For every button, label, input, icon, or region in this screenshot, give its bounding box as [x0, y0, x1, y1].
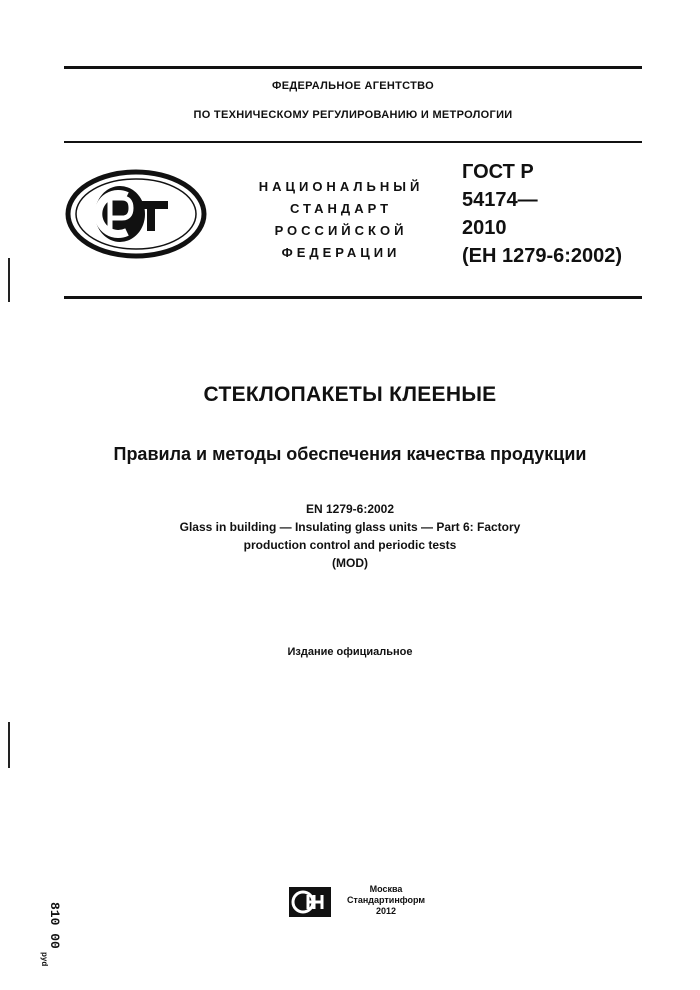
publisher-year: 2012 [375, 906, 397, 916]
designation-line-2: 54174— [462, 189, 538, 211]
national-standard-line-2: СТАНДАРТ [289, 201, 393, 216]
standartinform-logo-icon [288, 886, 332, 918]
national-standard-line-3: РОССИЙСКОЙ [274, 223, 408, 238]
publisher-name: Стандартинформ [346, 895, 426, 905]
reference-standard [0, 500, 700, 572]
reference-line-1: Glass in building — Insulating glass units — Part 6: Factory [179, 520, 521, 534]
bottom-rule [64, 296, 642, 299]
middle-rule [64, 141, 642, 143]
standard-designation [462, 158, 652, 270]
agency-line-2: ПО ТЕХНИЧЕСКОМУ РЕГУЛИРОВАНИЮ И МЕТРОЛОГИИ [193, 109, 513, 121]
scan-artifact [8, 258, 10, 302]
edition-label: Издание официальное [287, 646, 413, 658]
publisher-city: Москва [369, 884, 403, 894]
scan-artifact [8, 722, 10, 768]
document-subtitle: Правила и методы обеспечения качества продукции [113, 444, 587, 464]
national-standard-label [232, 176, 450, 264]
rst-mark-icon [64, 168, 208, 260]
margin-stamp-mark: pyd [40, 952, 49, 967]
top-rule [64, 66, 642, 69]
designation-line-4: (ЕН 1279-6:2002) [462, 245, 623, 267]
reference-code: EN 1279-6:2002 [305, 502, 395, 516]
reference-line-2: production control and periodic tests [243, 538, 457, 552]
national-standard-line-4: ФЕДЕРАЦИИ [281, 245, 401, 260]
designation-line-3: 2010 [462, 217, 507, 239]
reference-line-3: (MOD) [332, 556, 368, 570]
margin-inventory-mark: 810 00 [47, 902, 62, 949]
document-title: СТЕКЛОПАКЕТЫ КЛЕЕНЫЕ [203, 383, 497, 406]
publisher-imprint [336, 884, 436, 917]
national-standard-line-1: НАЦИОНАЛЬНЫЙ [258, 179, 424, 194]
designation-line-1: ГОСТ Р [462, 161, 534, 183]
agency-line-1: ФЕДЕРАЛЬНОЕ АГЕНТСТВО [272, 80, 434, 92]
